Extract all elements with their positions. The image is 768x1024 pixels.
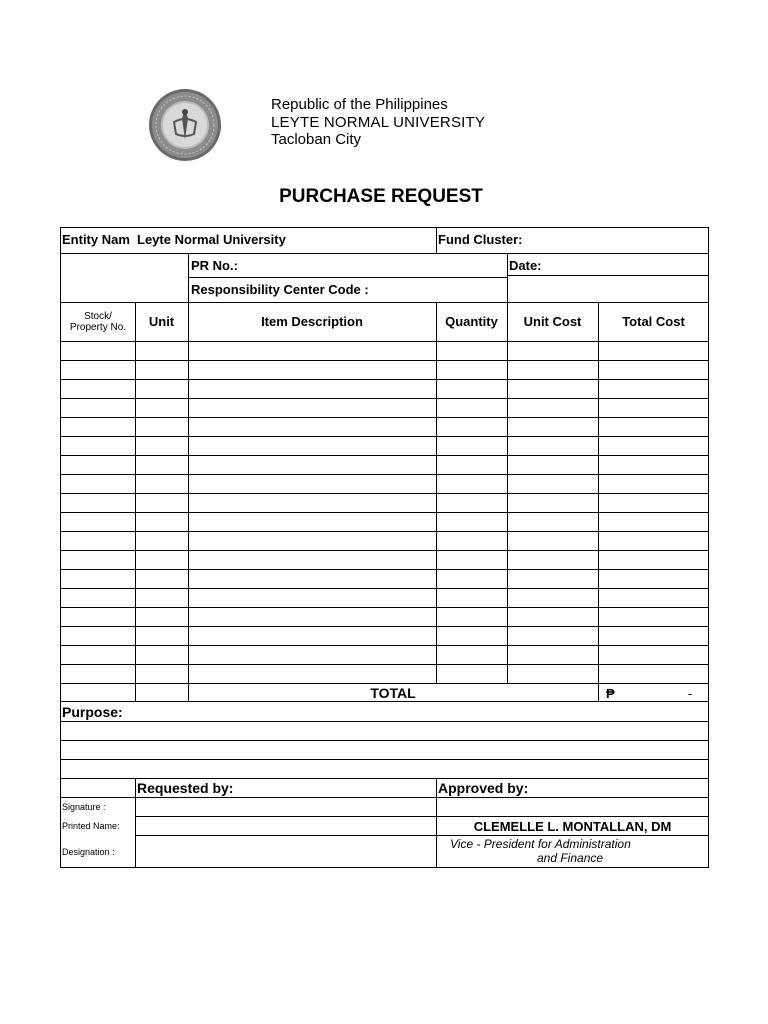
university-name: LEYTE NORMAL UNIVERSITY: [271, 113, 486, 131]
designation-label: Designation :: [62, 847, 115, 857]
republic-line: Republic of the Philippines: [271, 96, 448, 113]
peso-sign: ₱: [606, 686, 615, 701]
stock-property-no-header: Stock/ Property No.: [69, 311, 127, 333]
purpose-label: Purpose:: [62, 704, 123, 720]
approver-designation-line1: Vice - President for Administration: [450, 837, 631, 851]
approver-printed-name: CLEMELLE L. MONTALLAN, DM: [473, 819, 672, 834]
printed-name-label: Printed Name:: [62, 821, 120, 831]
total-label: TOTAL: [370, 685, 416, 701]
unit-header: Unit: [148, 314, 175, 329]
signature-label: Signature :: [62, 802, 106, 812]
quantity-header: Quantity: [445, 314, 498, 329]
total-cost-header: Total Cost: [622, 314, 685, 329]
approver-designation-line2: and Finance: [537, 851, 604, 865]
approved-by-label: Approved by:: [438, 780, 529, 796]
fund-cluster-label: Fund Cluster:: [438, 232, 523, 247]
item-description-header: Item Description: [261, 314, 363, 329]
entity-name-value[interactable]: Leyte Normal University: [137, 232, 286, 247]
requested-by-label: Requested by:: [137, 780, 234, 796]
pr-no-label: PR No.:: [191, 258, 238, 273]
unit-cost-header: Unit Cost: [523, 314, 582, 329]
entity-name-label: Entity Nam: [62, 232, 130, 247]
total-value: -: [688, 686, 693, 701]
page-title: PURCHASE REQUEST: [279, 186, 483, 207]
date-label: Date:: [509, 258, 542, 273]
city-line: Tacloban City: [271, 131, 362, 148]
responsibility-center-code-label: Responsibility Center Code :: [191, 282, 369, 297]
